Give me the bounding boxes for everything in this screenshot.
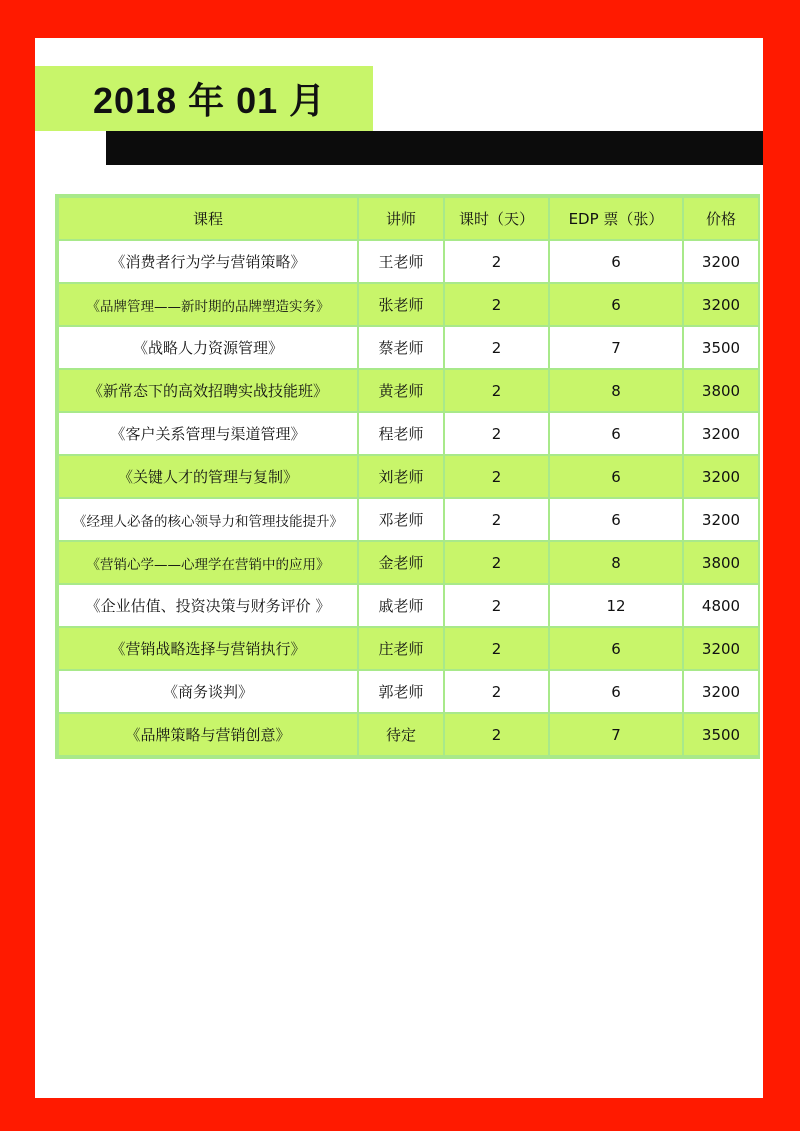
days-cell: 2 [444,326,549,369]
price-cell: 3800 [683,369,759,412]
price-cell: 3500 [683,713,759,756]
tickets-cell: 6 [549,455,683,498]
tickets-cell: 7 [549,326,683,369]
course-table [57,196,760,757]
column-header-tickets: EDP 票（张） [549,197,683,240]
table-row [58,498,759,541]
days-cell: 2 [444,584,549,627]
column-header-days: 课时（天） [444,197,549,240]
tickets-cell: 7 [549,713,683,756]
price-cell: 3200 [683,412,759,455]
days-cell: 2 [444,455,549,498]
price-cell: 3500 [683,326,759,369]
page-sheet [35,38,763,1098]
teacher-cell: 郭老师 [358,670,444,713]
price-cell: 4800 [683,584,759,627]
tickets-cell: 8 [549,369,683,412]
tickets-cell: 6 [549,627,683,670]
teacher-cell: 蔡老师 [358,326,444,369]
tickets-cell: 6 [549,498,683,541]
days-cell: 2 [444,283,549,326]
teacher-cell: 庄老师 [358,627,444,670]
course-name-cell: 《品牌管理——新时期的品牌塑造实务》 [58,283,358,326]
days-cell: 2 [444,412,549,455]
price-cell: 3200 [683,498,759,541]
days-cell: 2 [444,627,549,670]
course-name-cell: 《新常态下的高效招聘实战技能班》 [58,369,358,412]
price-cell: 3800 [683,541,759,584]
tickets-cell: 12 [549,584,683,627]
price-cell: 3200 [683,670,759,713]
teacher-cell: 刘老师 [358,455,444,498]
teacher-cell: 王老师 [358,240,444,283]
teacher-cell: 程老师 [358,412,444,455]
teacher-cell: 待定 [358,713,444,756]
title-band [35,66,373,131]
price-cell: 3200 [683,455,759,498]
days-cell: 2 [444,670,549,713]
teacher-cell: 邓老师 [358,498,444,541]
days-cell: 2 [444,369,549,412]
table-row [58,326,759,369]
price-cell: 3200 [683,283,759,326]
table-header-row [58,197,759,240]
teacher-cell: 戚老师 [358,584,444,627]
teacher-cell: 金老师 [358,541,444,584]
course-name-cell: 《消费者行为学与营销策略》 [58,240,358,283]
table-row [58,412,759,455]
table-row [58,369,759,412]
table-row [58,283,759,326]
table-row [58,541,759,584]
teacher-cell: 黄老师 [358,369,444,412]
table-row [58,240,759,283]
column-header-price: 价格 [683,197,759,240]
table-row [58,455,759,498]
table-row [58,670,759,713]
column-header-course: 课程 [58,197,358,240]
page-title: 2018 年 01 月 [93,80,327,121]
tickets-cell: 6 [549,283,683,326]
course-name-cell: 《品牌策略与营销创意》 [58,713,358,756]
course-name-cell: 《企业估值、投资决策与财务评价 》 [58,584,358,627]
course-name-cell: 《营销战略选择与营销执行》 [58,627,358,670]
table-row [58,584,759,627]
days-cell: 2 [444,498,549,541]
tickets-cell: 6 [549,412,683,455]
days-cell: 2 [444,713,549,756]
course-name-cell: 《经理人必备的核心领导力和管理技能提升》 [58,498,358,541]
tickets-cell: 6 [549,670,683,713]
course-name-cell: 《战略人力资源管理》 [58,326,358,369]
header-divider-bar [106,131,763,165]
days-cell: 2 [444,240,549,283]
table-row [58,627,759,670]
course-name-cell: 《商务谈判》 [58,670,358,713]
teacher-cell: 张老师 [358,283,444,326]
tickets-cell: 6 [549,240,683,283]
course-name-cell: 《关键人才的管理与复制》 [58,455,358,498]
price-cell: 3200 [683,240,759,283]
column-header-teacher: 讲师 [358,197,444,240]
course-table-container [55,194,760,759]
course-name-cell: 《客户关系管理与渠道管理》 [58,412,358,455]
price-cell: 3200 [683,627,759,670]
table-row [58,713,759,756]
tickets-cell: 8 [549,541,683,584]
days-cell: 2 [444,541,549,584]
course-name-cell: 《营销心学——心理学在营销中的应用》 [58,541,358,584]
